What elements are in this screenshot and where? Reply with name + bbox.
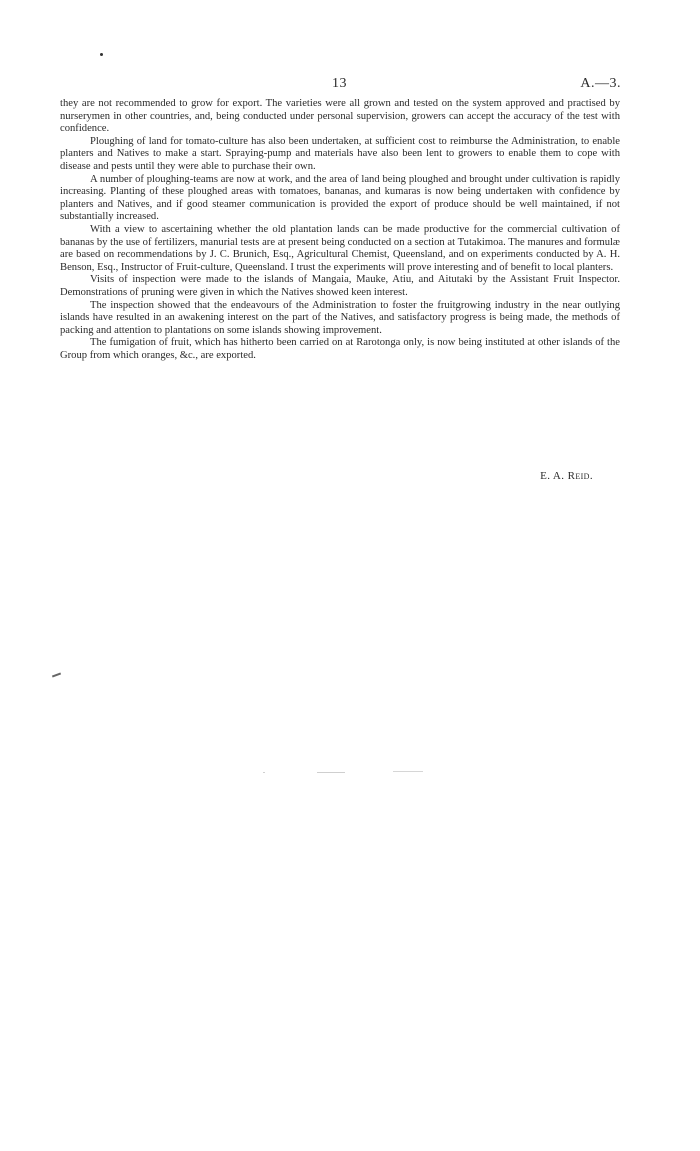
ink-dot [100, 53, 103, 56]
paragraph-6: The inspection showed that the endeavours of the Administration to foster the fruitgrowing industry in the near outlying islands have resulted in an awakening interest on the part of the Natives, and satisfactory progress is being made, the methods of packing and attention to plantations on some islands showing improvement. [60, 299, 620, 336]
paragraph-2: Ploughing of land for tomato-culture has also been undertaken, at sufficient cost to reimburse the Administration, to enable planters and Natives to make a start. Spraying-pump and materials have also been lent to growers to enable them to cope with disease and pests until they were able to purchase their own. [60, 135, 620, 172]
paragraph-5: Visits of inspection were made to the islands of Mangaia, Mauke, Atiu, and Aitutaki by the Assistant Fruit Inspector. Demonstrations of pruning were given in which the Natives showed keen interest. [60, 274, 620, 298]
signature: E. A. Reid. [540, 470, 593, 482]
page-number: 13 [332, 76, 347, 91]
document-reference: A.—3. [580, 76, 621, 91]
ink-smudge [52, 673, 61, 678]
body-text [60, 98, 620, 362]
paragraph-1: they are not recommended to grow for export. The varieties were all grown and tested on the system approved and practised by nurserymen in other countries, and, being conducted under personal supervision, growers can accept the accuracy of the test with confidence. [60, 98, 620, 135]
scan-artifact [263, 772, 265, 773]
scan-artifact-line [393, 771, 423, 772]
paragraph-7: The fumigation of fruit, which has hitherto been carried on at Rarotonga only, is now being instituted at other islands of the Group from which oranges, &c., are exported. [60, 337, 620, 361]
paragraph-4: With a view to ascertaining whether the old plantation lands can be made productive for the commercial cultivation of bananas by the use of fertilizers, manurial tests are at present being conducted on a section at Tutakimoa. The manures and formulæ are based on recommendations by J. C. Brunich, Esq., Agricultural Chemist, Queensland, and on experiments conducted by A. H. Benson, Esq., Instructor of Fruit-culture, Queensland. I trust the experiments will prove interesting and of benefit to local planters. [60, 223, 620, 273]
paragraph-3: A number of ploughing-teams are now at work, and the area of land being ploughed and brought under cultivation is rapidly increasing. Planting of these ploughed areas with tomatoes, bananas, and kumaras is now being undertaken with confidence by planters and Natives, and if good steamer communication is provided the export of produce should be well maintained, if not substantially increased. [60, 173, 620, 223]
scan-artifact-line [317, 772, 345, 773]
